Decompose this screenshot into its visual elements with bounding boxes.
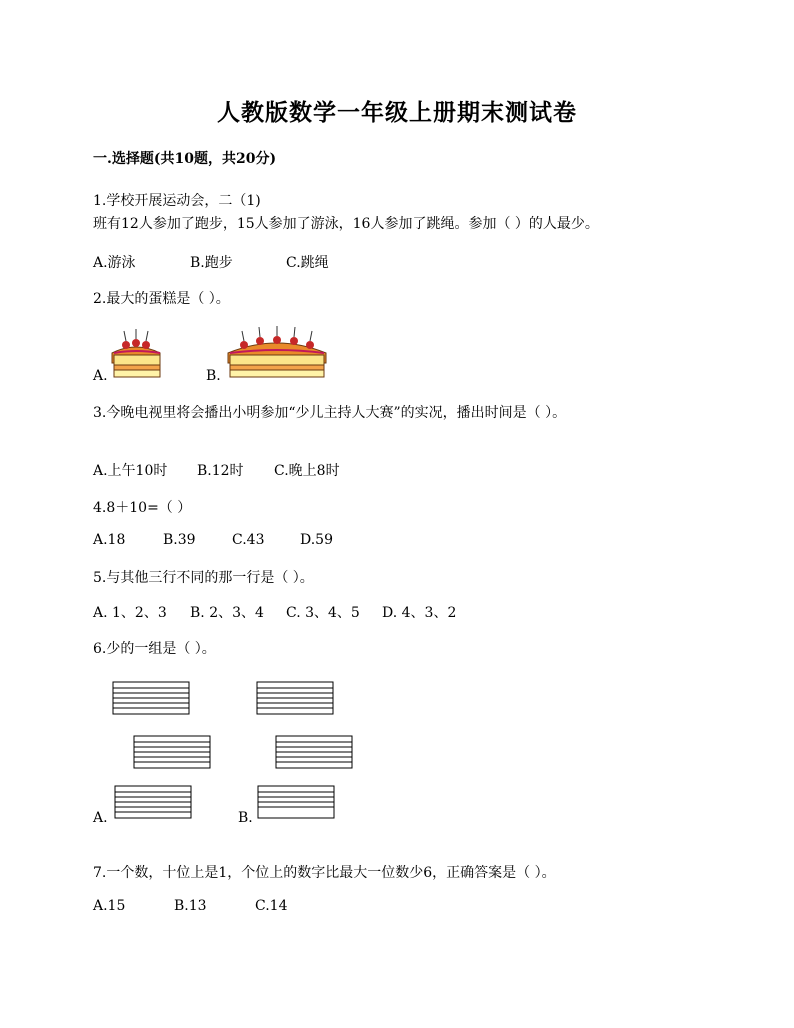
question-3-option-c: C.晚上8时 <box>274 463 340 479</box>
large-cake-image <box>222 323 332 379</box>
question-5-text: 5.与其他三行不同的那一行是（ ）。 <box>93 570 314 586</box>
question-4-option-c: C.43 <box>232 532 265 548</box>
question-2-label-a: A. <box>93 368 108 384</box>
question-7-text: 7.一个数，十位上是1，个位上的数字比最大一位数少6，正确答案是（ ）。 <box>93 865 556 881</box>
question-5-option-b: B. 2、3、4 <box>190 605 264 621</box>
question-2-text: 2.最大的蛋糕是（ ）。 <box>93 291 230 307</box>
question-1-option-a: A.游泳 <box>93 255 136 271</box>
question-1-option-c: C.跳绳 <box>286 255 329 271</box>
question-5-option-d: D. 4、3、2 <box>382 605 457 621</box>
question-4-option-b: B.39 <box>163 532 196 548</box>
page-title: 人教版数学一年级上册期末测试卷 <box>217 99 577 126</box>
small-cake-image <box>106 323 166 379</box>
question-6-text: 6.少的一组是（ ）。 <box>93 641 216 657</box>
question-6-label-a: A. <box>93 810 108 826</box>
question-1-line-1: 1.学校开展运动会，二（1) <box>93 193 261 209</box>
question-4-text: 4.8＋10=（ ） <box>93 500 192 516</box>
line-group-b-image <box>254 676 364 826</box>
question-7-option-c: C.14 <box>255 898 288 914</box>
question-7-option-a: A.15 <box>93 898 126 914</box>
question-4-option-a: A.18 <box>93 532 126 548</box>
question-5-option-a: A. 1、2、3 <box>93 605 167 621</box>
question-6-label-b: B. <box>238 810 253 826</box>
question-3-option-b: B.12时 <box>197 463 244 479</box>
question-1-option-b: B.跑步 <box>190 255 233 271</box>
line-group-a-image <box>110 676 220 826</box>
question-3-text: 3.今晚电视里将会播出小明参加“少儿主持人大赛”的实况，播出时间是（ ）。 <box>93 405 567 421</box>
section-heading: 一.选择题(共10题，共20分) <box>93 151 277 167</box>
question-2-label-b: B. <box>206 368 221 384</box>
question-4-option-d: D.59 <box>300 532 333 548</box>
question-3-option-a: A.上午10时 <box>93 463 168 479</box>
question-5-option-c: C. 3、4、5 <box>286 605 360 621</box>
question-7-option-b: B.13 <box>174 898 207 914</box>
question-1-line-2: 班有12人参加了跑步，15人参加了游泳，16人参加了跳绳。参加（ ）的人最少。 <box>93 216 599 232</box>
